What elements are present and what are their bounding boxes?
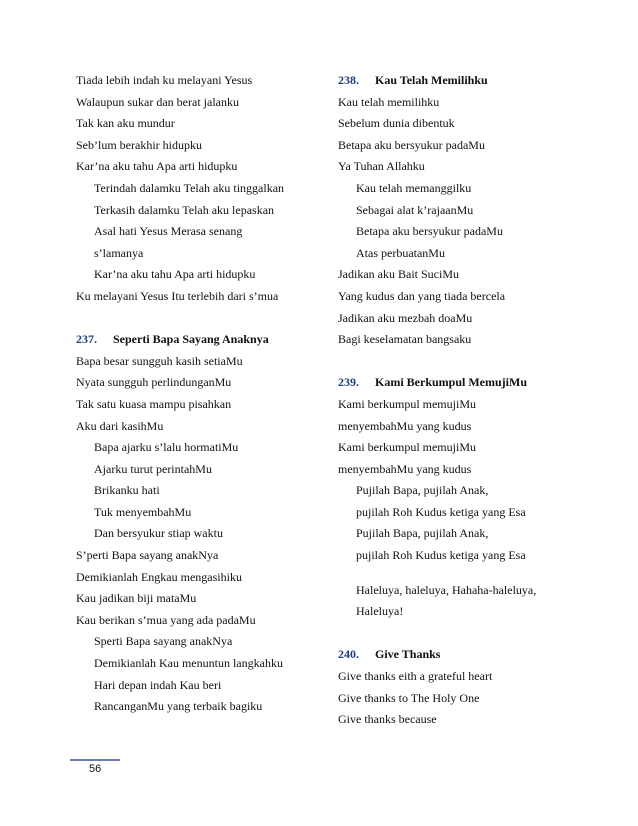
lyric-line: Aku dari kasihMu	[76, 418, 164, 433]
lyric-line: Sebagai alat k’rajaanMu	[356, 202, 474, 217]
lyric-line: Hari depan indah Kau beri	[94, 677, 222, 692]
song-continued-chorus	[76, 178, 316, 286]
song-number: 239.	[338, 375, 359, 390]
spacer	[338, 623, 578, 645]
lyric-line: Bapa besar sungguh kasih setiaMu	[76, 353, 243, 368]
lyric-line: Kau telah memilihku	[338, 94, 440, 109]
lyric-line: Atas perbuatanMu	[356, 245, 445, 260]
lyric-line: Betapa aku bersyukur padaMu	[356, 224, 503, 239]
lyric-line: Demikianlah Kau menuntun langkahku	[94, 656, 283, 671]
song-title: Kau Telah Memilihku	[375, 73, 488, 87]
lyric-line: Demikianlah Engkau mengasihiku	[76, 569, 242, 584]
song-continued-verse	[76, 70, 316, 178]
lyric-line: Ku melayani Yesus Itu terlebih dari s’mua	[76, 288, 279, 303]
song-title: Kami Berkumpul MemujiMu	[375, 375, 527, 390]
song-number: 240.	[338, 647, 359, 662]
song-title: Seperti Bapa Sayang Anaknya	[113, 332, 269, 347]
page-number: 56	[89, 763, 102, 775]
lyric-line: Kami berkumpul memujiMu	[338, 396, 476, 411]
lyric-line: Sebelum dunia dibentuk	[338, 116, 455, 131]
lyric-line: Tuk menyembahMu	[94, 504, 192, 519]
lyric-line: Kar’na aku tahu Apa arti hidupku	[94, 267, 256, 282]
lyric-line: menyembahMu yang kudus	[338, 461, 472, 476]
lyric-line: Kau telah memanggilku	[356, 180, 472, 195]
spacer	[338, 351, 578, 373]
lyric-line: Pujilah Bapa, pujilah Anak,	[356, 526, 489, 541]
lyric-line: Seb’lum berakhir hidupku	[76, 137, 202, 152]
song-number: 237.	[76, 332, 97, 347]
right-column	[338, 70, 578, 731]
lyric-line: s’lamanya	[94, 245, 144, 260]
lyric-line: Sperti Bapa sayang anakNya	[94, 634, 233, 649]
lyric-line: Nyata sungguh perlindunganMu	[76, 375, 232, 390]
spacer	[338, 567, 578, 580]
lyric-line: Tak satu kuasa mampu pisahkan	[76, 396, 232, 411]
lyric-line: Kau berikan s’mua yang ada padaMu	[76, 612, 256, 627]
lyric-line: Tak kan aku mundur	[76, 116, 175, 131]
lyric-line: Walaupun sukar dan berat jalanku	[76, 94, 239, 109]
lyric-line: Haleluya, haleluya, Hahaha-haleluya,	[356, 582, 537, 597]
lyric-line: Jadikan aku mezbah doaMu	[338, 310, 473, 325]
lyric-line: RancanganMu yang terbaik bagiku	[94, 699, 263, 714]
song-heading-238	[338, 70, 578, 92]
song-number: 238.	[338, 73, 359, 87]
lyric-line: Yang kudus dan yang tiada bercela	[338, 288, 506, 303]
song-title: Give Thanks	[375, 647, 441, 662]
left-column	[76, 70, 316, 718]
lyric-line: Betapa aku bersyukur padaMu	[338, 137, 485, 152]
lyric-line: Ajarku turut perintahMu	[94, 461, 212, 476]
spacer	[76, 308, 316, 330]
song-heading-239	[338, 372, 578, 394]
lyric-line: Kami berkumpul memujiMu	[338, 440, 476, 455]
lyric-line: Haleluya!	[356, 604, 404, 619]
lyric-line: Terindah dalamku Telah aku tinggalkan	[94, 180, 285, 195]
lyric-line: Kar’na aku tahu Apa arti hidupku	[76, 159, 238, 174]
lyric-line: Dan bersyukur stiap waktu	[94, 526, 223, 541]
lyric-line: Give thanks to The Holy One	[338, 690, 480, 705]
lyric-line: Terkasih dalamku Telah aku lepaskan	[94, 202, 275, 217]
lyric-line: pujilah Roh Kudus ketiga yang Esa	[356, 548, 526, 563]
lyric-line: Give thanks eith a grateful heart	[338, 669, 493, 684]
lyric-line: menyembahMu yang kudus	[338, 418, 472, 433]
footer-divider	[70, 759, 120, 761]
lyric-line: Tiada lebih indah ku melayani Yesus	[76, 73, 253, 87]
lyric-line: Bapa ajarku s’lalu hormatiMu	[94, 440, 239, 455]
lyric-line: Asal hati Yesus Merasa senang	[94, 224, 243, 239]
song-heading-237	[76, 329, 316, 351]
lyric-line: Brikanku hati	[94, 483, 160, 498]
lyric-line: pujilah Roh Kudus ketiga yang Esa	[356, 504, 526, 519]
song-heading-240	[338, 644, 578, 666]
lyric-line: Bagi keselamatan bangsaku	[338, 332, 472, 347]
lyric-line: Pujilah Bapa, pujilah Anak,	[356, 483, 489, 498]
lyric-line: Ya Tuhan Allahku	[338, 159, 425, 174]
lyric-line: Jadikan aku Bait SuciMu	[338, 267, 459, 282]
lyric-line: Give thanks because	[338, 712, 437, 727]
lyric-line: S’perti Bapa sayang anakNya	[76, 548, 219, 563]
lyric-line: Kau jadikan biji mataMu	[76, 591, 197, 606]
